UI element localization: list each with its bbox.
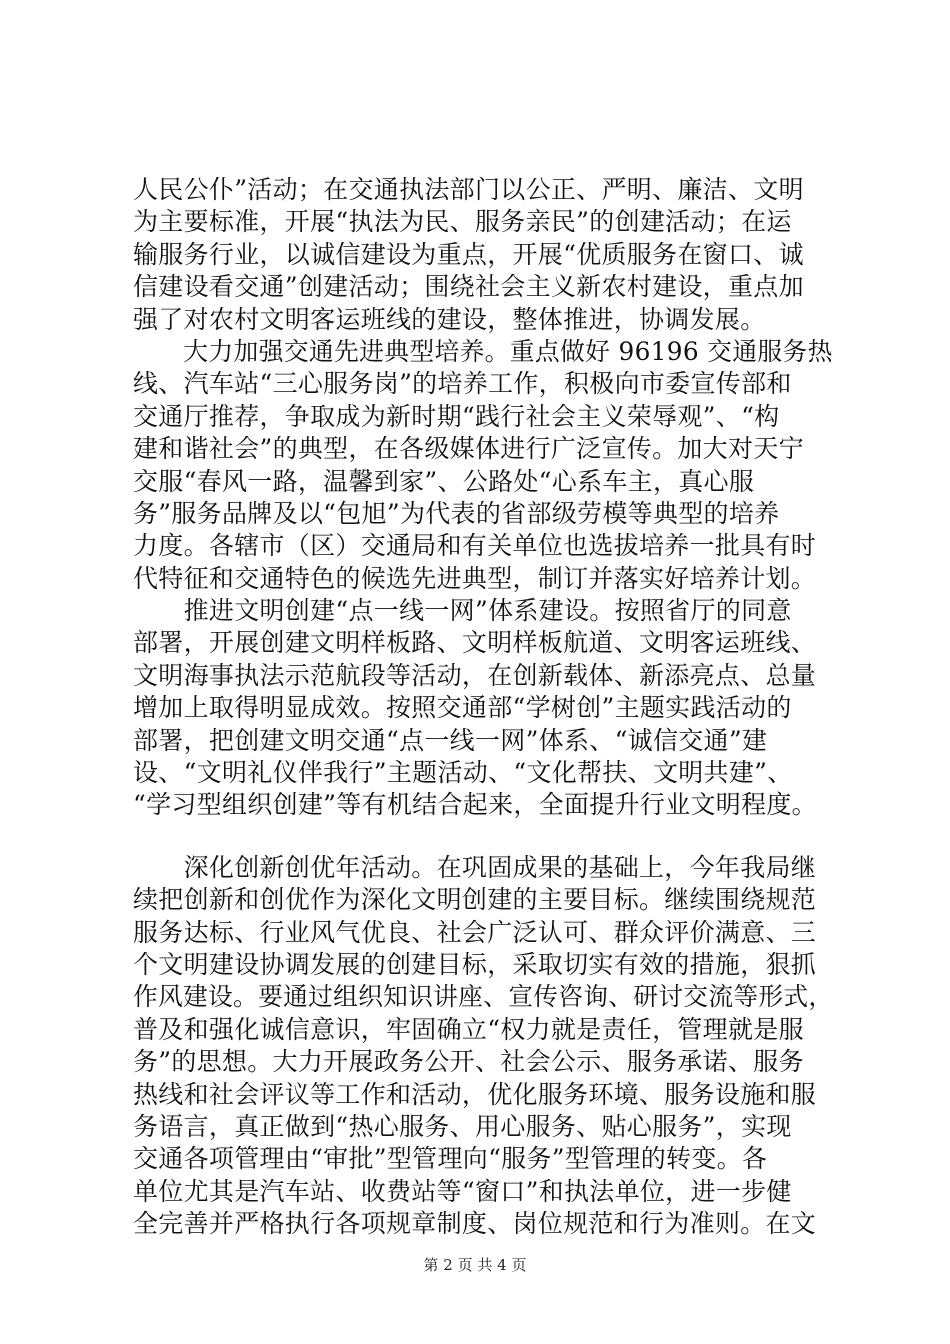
text-line: 文明海事执法示范航段等活动，在创新载体、新添亮点、总量 xyxy=(133,660,817,690)
text-line: 全完善并严格执行各项规章制度、岗位规范和行为准则。在文 xyxy=(133,1209,817,1239)
text-line: 单位尤其是汽车站、收费站等“窗口”和执法单位，进一步健 xyxy=(133,1176,792,1206)
text-line: 务”服务品牌及以“包旭”为代表的省部级劳模等典型的培养 xyxy=(133,498,780,528)
text-line: 交通厅推荐，争取成为新时期“践行社会主义荣辱观”、“构 xyxy=(133,401,780,431)
text-line: 力度。各辖市（区）交通局和有关单位也选拔培养一批具有时 xyxy=(133,531,817,561)
text-line: 设、“文明礼仪伴我行”主题活动、“文化帮扶、文明共建”、 xyxy=(133,758,793,788)
text-line: 强了对农村文明客运班线的建设，整体推进，协调发展。 xyxy=(133,304,766,334)
text-line: 部署，开展创建文明样板路、文明样板航道、文明客运班线、 xyxy=(133,628,817,658)
text-line: 热线和社会评议等工作和活动，优化服务环境、服务设施和服 xyxy=(133,1079,817,1109)
paragraph-gap xyxy=(133,822,833,852)
text-line: 作风建设。要通过组织知识讲座、宣传咨询、研讨交流等形式， xyxy=(133,982,834,1012)
text-line: 务”的思想。大力开展政务公开、社会公示、服务承诺、服务 xyxy=(133,1047,804,1077)
text-line: 大力加强交通先进典型培养。重点做好 96196 交通服务热 xyxy=(133,336,833,366)
text-line: “学习型组织创建”等有机结合起来，全面提升行业文明程度。 xyxy=(133,790,817,820)
text-line: 建和谐社会”的典型，在各级媒体进行广泛宣传。加大对天宁 xyxy=(133,434,804,464)
text-line: 线、汽车站“三心服务岗”的培养工作，积极向市委宣传部和 xyxy=(133,369,792,399)
text-line: 续把创新和创优作为深化文明创建的主要目标。继续围绕规范 xyxy=(133,885,817,915)
text-line: 输服务行业，以诚信建设为重点，开展“优质服务在窗口、诚 xyxy=(133,239,804,269)
text-line: 代特征和交通特色的候选先进典型，制订并落实好培养计划。 xyxy=(133,563,817,593)
text-line: 为主要标准，开展“执法为民、服务亲民”的创建活动；在运 xyxy=(133,207,792,237)
text-line: 增加上取得明显成效。按照交通部“学树创”主题实践活动的 xyxy=(133,693,792,723)
text-line: 信建设看交通”创建活动；围绕社会主义新农村建设，重点加 xyxy=(133,272,804,302)
text-line: 服务达标、行业风气优良、社会广泛认可、群众评价满意、三 xyxy=(133,917,817,947)
text-line: 交服“春风一路，温馨到家”、公路处“心系车主，真心服 xyxy=(133,466,755,496)
text-line: 个文明建设协调发展的创建目标，采取切实有效的措施，狠抓 xyxy=(133,949,817,979)
text-line: 交通各项管理由“审批”型管理向“服务”型管理的转变。各 xyxy=(133,1144,768,1174)
text-line: 推进文明创建“点一线一网”体系建设。按照省厅的同意 xyxy=(133,596,792,626)
text-line: 普及和强化诚信意识，牢固确立“权力就是责任，管理就是服 xyxy=(133,1014,804,1044)
text-line: 人民公仆”活动；在交通执法部门以公正、严明、廉洁、文明 xyxy=(133,175,804,204)
page-footer: 第 2 页 共 4 页 xyxy=(423,1256,527,1274)
text-line: 务语言，真正做到“热心服务、用心服务、贴心服务”，实现 xyxy=(133,1111,792,1141)
text-line: 部署，把创建文明交通“点一线一网”体系、“诚信交通”建 xyxy=(133,725,768,755)
text-line: 深化创新创优年活动。在巩固成果的基础上，今年我局继 xyxy=(133,852,817,882)
document-body xyxy=(133,174,833,1241)
